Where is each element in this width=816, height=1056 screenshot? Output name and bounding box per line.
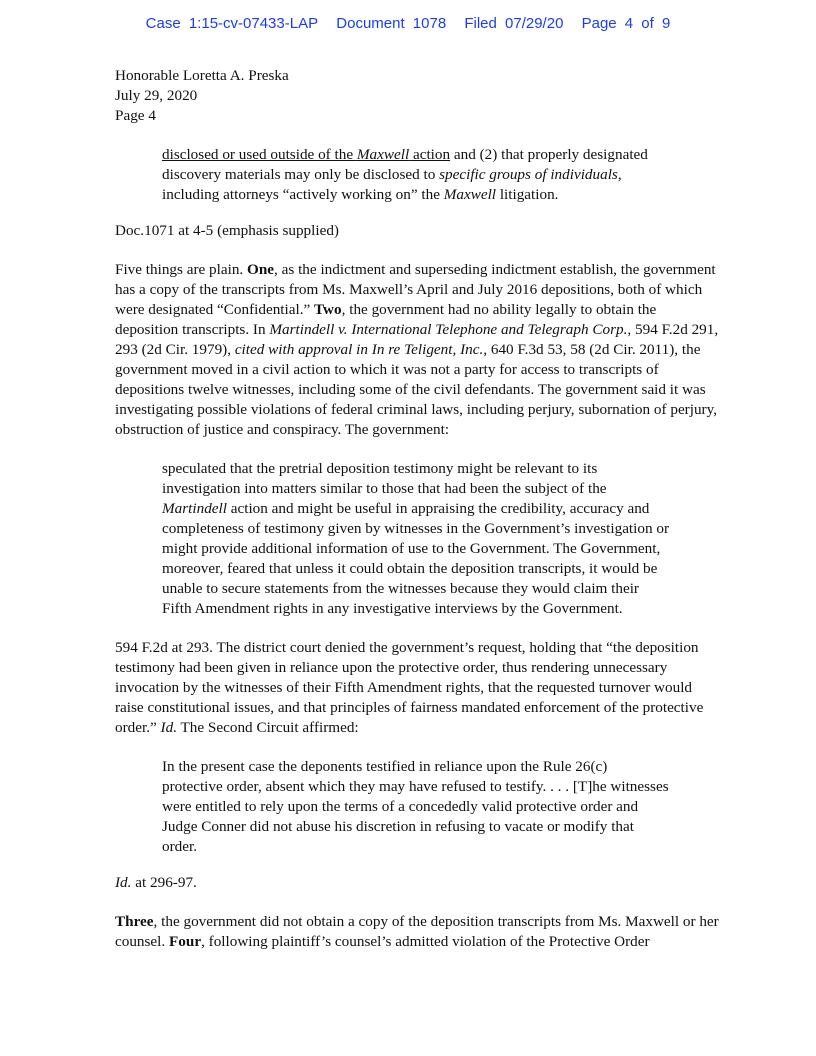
quote1-line1: disclosed or used outside of the Maxwell action and (2) that properly designated (162, 146, 648, 163)
page-indicator: Page 4 of 9 (581, 15, 671, 32)
quote1-line3: including attorneys “actively working on” the Maxwell litigation. (162, 186, 559, 203)
letter-date: July 29, 2020 (115, 87, 198, 104)
paragraph-district-court: 594 F.2d at 293. The district court denied the government’s request, holding that “the deposition testimony had been given in reliance upon the protective order, thus rendering unnecessary invocation by the witnesses of their Fifth Amendment rights, that the requested turnover would raise constitutional issues, and that principles of fairness mandated enforcement of the protective order.” Id. The Second Circuit affirmed: (115, 639, 704, 736)
citation-id-296: Id. at 296-97. (115, 874, 197, 891)
block-quote-second-circuit: In the present case the deponents testified in reliance upon the Rule 26(c) protective order, absent which they may have refused to testify. . . . [T]he witnesses were entitled to rely upon the terms of a concededly valid protective order and Judge Conner did not abuse his discretion in refusing to vacate or modify that order. (162, 758, 669, 855)
quote1-line2: discovery materials may only be disclosed to specific groups of individuals, (162, 166, 622, 183)
case-header (0, 14, 816, 34)
addressee-name: Honorable Loretta A. Preska (115, 67, 289, 84)
letter-addressee-block (115, 66, 721, 126)
block-quote-martindell: speculated that the pretrial deposition testimony might be relevant to its investigation into matters similar to those that had been the subject of the Martindell action and might be useful in appraising the credibility, accuracy and completeness of testimony given by witnesses in the Government’s investigation or might provide additional information of use to the Government. The Government, moreover, feared that unless it could obtain the deposition transcripts, it would be unable to secure statements from the witnesses because they would claim their Fifth Amendment rights in any investigative interviews by the Government. (162, 460, 670, 617)
letter-page-label: Page 4 (115, 107, 156, 124)
document-number: Document 1078 (336, 15, 447, 32)
citation-doc1071: Doc.1071 at 4-5 (emphasis supplied) (115, 222, 339, 239)
letter-body (115, 66, 721, 952)
paragraph-three-four: Three, the government did not obtain a copy of the deposition transcripts from Ms. Maxwell or her counsel. Four, following plaintiff’s counsel’s admitted violation of the Protective Order (115, 913, 719, 950)
case-number: Case 1:15-cv-07433-LAP (145, 15, 319, 32)
block-quote-protective-order (115, 145, 721, 205)
paragraph-five-things: Five things are plain. One, as the indictment and superseding indictment establish, the government has a copy of the transcripts from Ms. Maxwell’s April and July 2016 depositions, both of which were designated “Confidential.” Two, the government had no ability legally to obtain the deposition transcripts. In Martindell v. International Telephone and Telegraph Corp., 594 F.2d 291, 293 (2d Cir. 1979), cited with approval in In re Teligent, Inc., 640 F.3d 53, 58 (2d Cir. 2011), the government moved in a civil action to which it was not a party for access to transcripts of depositions twelve witnesses, including some of the civil defendants. The government said it was investigating possible violations of federal criminal laws, including perjury, subornation of perjury, obstruction of justice and conspiracy. The government: (115, 261, 719, 438)
filed-date: Filed 07/29/20 (464, 15, 564, 32)
